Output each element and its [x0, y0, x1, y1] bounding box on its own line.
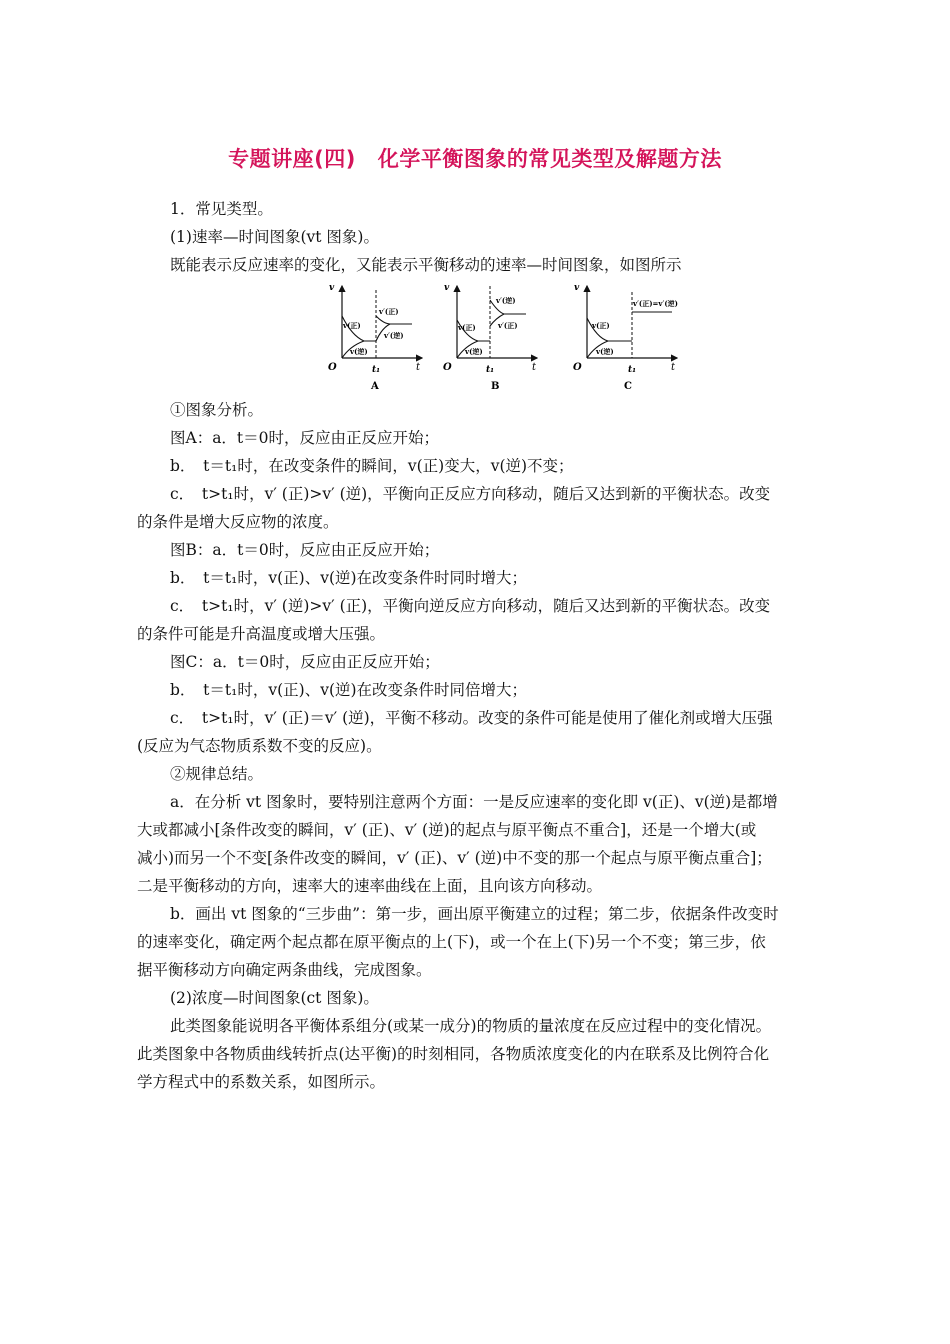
text-line: 学方程式中的系数关系，如图所示。	[137, 1073, 386, 1091]
v-reverse-label: v(逆)	[350, 347, 368, 356]
text-line: 减小)而另一个不变[条件改变的瞬间，v′ (正)、v′ (逆)中不变的那一个起点与原平衡点重合]；	[137, 849, 772, 867]
text-line: c． t>t₁时，v′ (正)>v′ (逆)，平衡向正反应方向移动，随后又达到新的平衡状态。改变	[170, 485, 771, 503]
vp-forward-label: v′(正)	[498, 321, 518, 330]
v-forward-label: v(正)	[458, 323, 476, 332]
text-line: c． t>t₁时，v′ (正)＝v′ (逆)，平衡不移动。改变的条件可能是使用了催化剂或增大压强	[170, 709, 773, 727]
graph-a	[328, 283, 422, 392]
text-line: b． t＝t₁时，v(正)、v(逆)在改变条件时同倍增大；	[170, 681, 528, 699]
axis-v-label: v	[444, 283, 450, 293]
caption-a: A	[371, 381, 379, 392]
title-part1: 专题讲座(四)	[228, 147, 356, 171]
text-line: 此类图象中各物质曲线转折点(达平衡)的时刻相同，各物质浓度变化的内在联系及比例符合化	[137, 1045, 770, 1063]
axis-v-label: v	[574, 283, 580, 293]
title-part2: 化学平衡图象的常见类型及解题方法	[377, 147, 722, 171]
axis-v-label: v	[329, 283, 335, 293]
vp-equal-label: v′(正)=v′(逆)	[633, 299, 678, 308]
v-reverse-label: v(逆)	[465, 347, 483, 356]
t1-label: t₁	[372, 365, 381, 375]
text-line: 大或都减小[条件改变的瞬间，v′ (正)、v′ (逆)的起点与原平衡点不重合]，还是一个增大(或	[137, 821, 757, 839]
vt-figures	[320, 278, 700, 398]
text-line: ②规律总结。	[170, 765, 264, 783]
caption-c: C	[624, 381, 632, 392]
axis-t-label: t	[671, 362, 676, 373]
v-forward-label: v(正)	[592, 321, 610, 330]
vp-reverse-label: v′(逆)	[496, 296, 516, 305]
text-line: c． t>t₁时，v′ (逆)>v′ (正)，平衡向逆反应方向移动，随后又达到新的平衡状态。改变	[170, 597, 771, 615]
graph-c	[573, 283, 678, 392]
text-line: 的条件可能是升高温度或增大压强。	[137, 625, 386, 643]
axis-t-label: t	[532, 362, 537, 373]
origin-label: O	[328, 362, 337, 373]
text-line: 的速率变化，确定两个起点都在原平衡点的上(下)，或一个在上(下)另一个不变；第三步，依	[137, 933, 766, 951]
text-line: 的条件是增大反应物的浓度。	[137, 513, 339, 531]
t1-label: t₁	[486, 365, 495, 375]
v-forward-label: v(正)	[343, 321, 361, 330]
graph-b	[443, 283, 537, 392]
text-line: b．画出 vt 图象的“三步曲”：第一步，画出原平衡建立的过程；第二步，依据条件改变时	[170, 905, 779, 923]
page-title	[0, 143, 950, 173]
text-line: a．在分析 vt 图象时，要特别注意两个方面：一是反应速率的变化即 v(正)、v(逆)是都增	[170, 793, 778, 811]
text-line: (1)速率—时间图象(vt 图象)。	[170, 228, 379, 246]
text-line: 图C：a．t＝0时，反应由正反应开始；	[170, 653, 440, 671]
t1-label: t₁	[628, 365, 637, 375]
text-line: 据平衡移动方向确定两条曲线，完成图象。	[137, 961, 432, 979]
text-line: (反应为气态物质系数不变的反应)。	[137, 737, 382, 755]
text-line: b． t＝t₁时，在改变条件的瞬间，v(正)变大，v(逆)不变；	[170, 457, 574, 475]
text-line: 此类图象能说明各平衡体系组分(或某一成分)的物质的量浓度在反应过程中的变化情况。	[170, 1017, 772, 1035]
caption-b: B	[491, 381, 500, 392]
vp-reverse-label: v′(逆)	[384, 331, 404, 340]
vp-forward-label: v′(正)	[379, 307, 399, 316]
text-line: 既能表示反应速率的变化，又能表示平衡移动的速率—时间图象，如图所示	[170, 256, 682, 274]
v-reverse-label: v(逆)	[596, 347, 614, 356]
text-line: 图A：a．t＝0时，反应由正反应开始；	[170, 429, 440, 447]
text-line: ①图象分析。	[170, 401, 264, 419]
text-line: (2)浓度—时间图象(ct 图象)。	[170, 989, 379, 1007]
origin-label: O	[443, 362, 452, 373]
axis-t-label: t	[416, 362, 421, 373]
text-line: 1．常见类型。	[170, 200, 273, 218]
text-line: 图B：a．t＝0时，反应由正反应开始；	[170, 541, 440, 559]
text-line: 二是平衡移动的方向，速率大的速率曲线在上面，且向该方向移动。	[137, 877, 603, 895]
vt-graphs-svg	[320, 278, 700, 398]
text-line: b． t＝t₁时，v(正)、v(逆)在改变条件时同时增大；	[170, 569, 528, 587]
origin-label: O	[573, 362, 582, 373]
